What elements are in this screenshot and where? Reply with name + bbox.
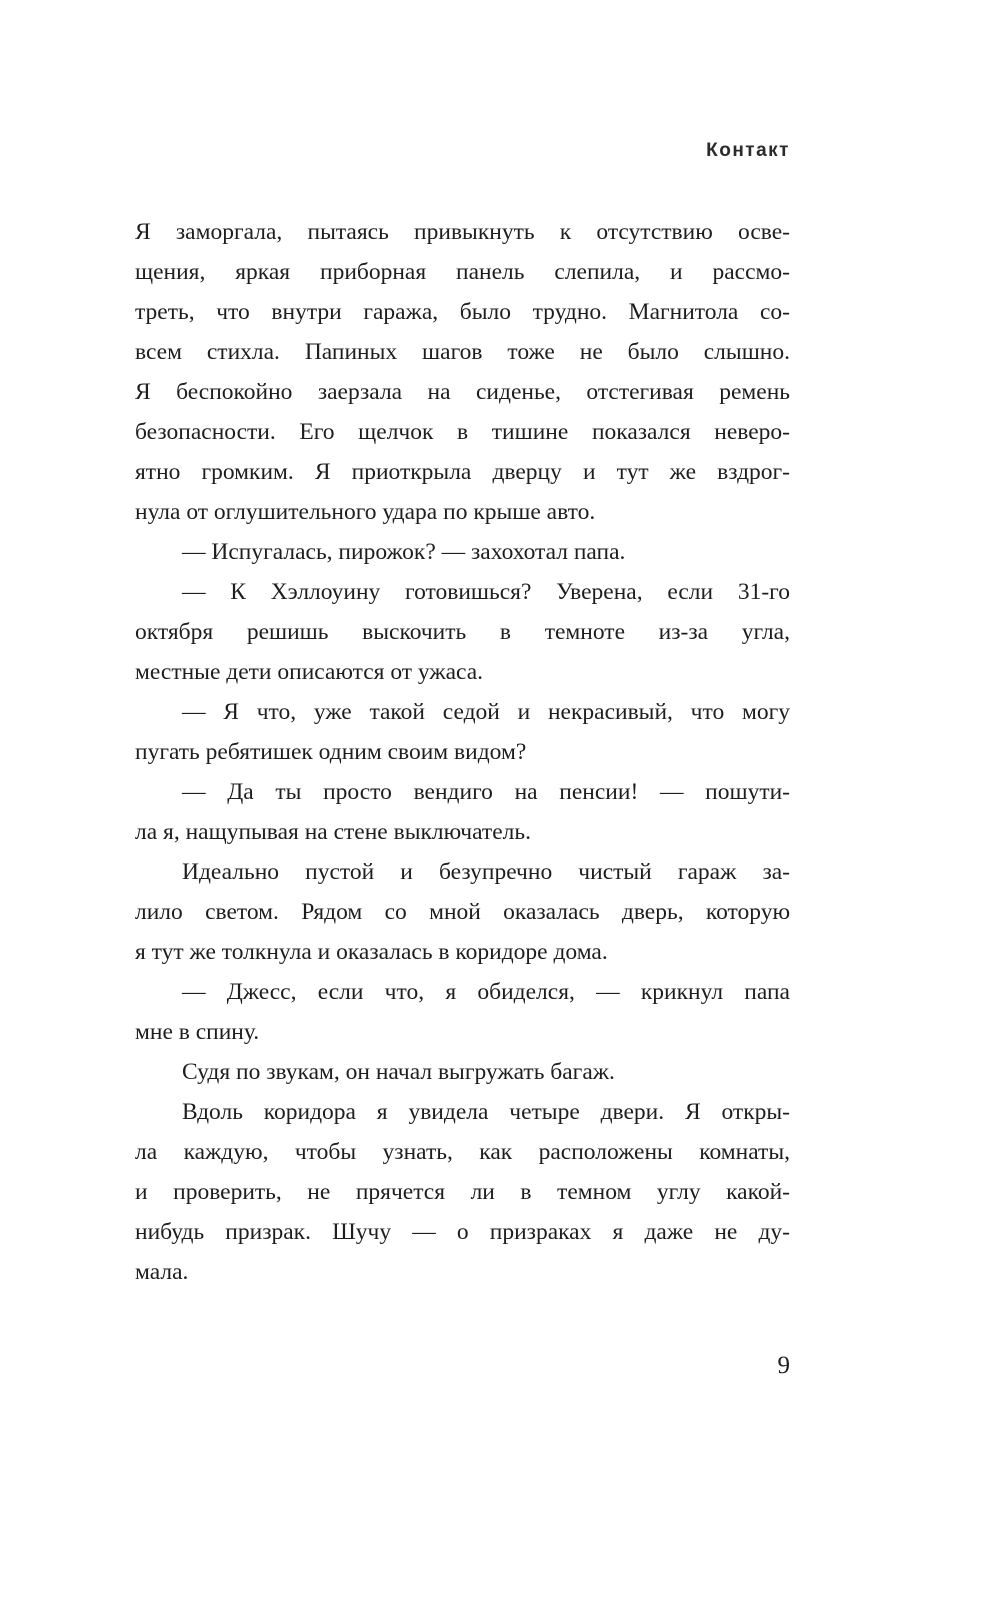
text-line: Я беспокойно заерзала на сиденье, отстегивая ремень [135,379,790,405]
text-line: — Да ты просто вендиго на пенсии! — пошути- [182,779,790,805]
page-number: 9 [777,1352,790,1379]
text-line: безопасности. Его щелчок в тишине показался неверо- [135,419,790,445]
text-line: лило светом. Рядом со мной оказалась дверь, которую [135,899,790,925]
paragraph [135,532,790,572]
paragraph [135,772,790,852]
text-line: — Я что, уже такой седой и некрасивый, что могу [182,699,790,725]
text-line: ятно громким. Я приоткрыла дверцу и тут же вздрог- [135,459,790,485]
text-line: — Испугалась, пирожок? — захохотал папа. [182,539,626,565]
body-text-block [135,212,790,1292]
text-line: местные дети описаются от ужаса. [135,659,484,685]
text-line: — К Хэллоуину готовишься? Уверена, если 31-го [182,579,790,605]
text-line: Я заморгала, пытаясь привыкнуть к отсутствию осве- [135,219,790,245]
text-line: мне в спину. [135,1019,260,1045]
text-line: я тут же толкнула и оказалась в коридоре дома. [135,939,608,965]
paragraph [135,1052,790,1092]
text-line: нула от оглушительного удара по крыше авто. [135,499,596,525]
paragraph [135,692,790,772]
paragraph [135,1092,790,1292]
running-header: Контакт [706,140,790,161]
text-line: всем стихла. Папиных шагов тоже не было слышно. [135,339,790,365]
paragraph [135,572,790,692]
text-line: октября решишь выскочить в темноте из-за угла, [135,619,790,645]
text-line: ла я, нащупывая на стене выключатель. [135,819,531,845]
text-line: — Джесс, если что, я обиделся, — крикнул папа [182,979,790,1005]
text-line: Идеально пустой и безупречно чистый гараж за- [182,859,790,885]
text-line: треть, что внутри гаража, было трудно. Магнитола со- [135,299,790,325]
paragraph [135,852,790,972]
text-line: Вдоль коридора я увидела четыре двери. Я откры- [182,1099,790,1125]
paragraph [135,972,790,1052]
text-line: ла каждую, чтобы узнать, как расположены комнаты, [135,1139,790,1165]
text-line: щения, яркая приборная панель слепила, и рассмо- [135,259,790,285]
text-line: и проверить, не прячется ли в темном углу какой- [135,1179,790,1205]
text-line: нибудь призрак. Шучу — о призраках я даже не ду- [135,1219,790,1245]
paragraph [135,212,790,532]
text-line: Судя по звукам, он начал выгружать багаж. [182,1059,615,1085]
text-line: пугать ребятишек одним своим видом? [135,739,527,765]
text-line: мала. [135,1259,189,1285]
